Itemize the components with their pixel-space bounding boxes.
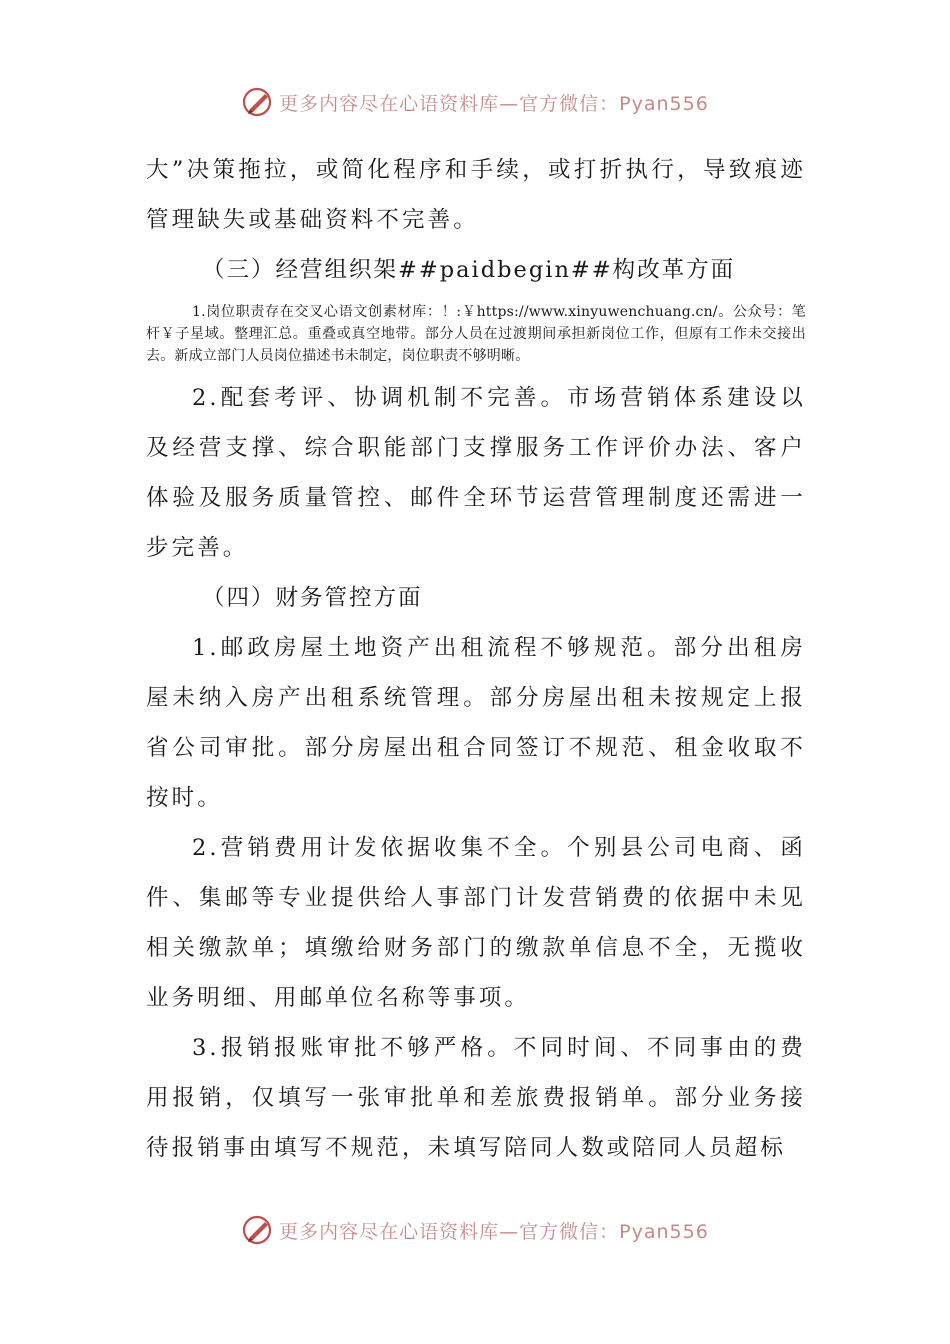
header-banner xyxy=(0,82,950,122)
document-body xyxy=(146,145,806,1173)
paragraph-4-1: 1.邮政房屋土地资产出租流程不够规范。部分出租房屋未纳入房产出租系统管理。部分房屋出租未按规定上报省公司审批。部分房屋出租合同签订不规范、租金收取不按时。 xyxy=(146,635,806,811)
footer-text: 更多内容尽在心语资料库—官方微信：Pyan556 xyxy=(279,1220,709,1243)
note-paragraph: 1.岗位职责存在交叉心语文创素材库：！:￥https://www.xinyuwenchuang.cn/。公众号：笔杆￥子星域。整理汇总。重叠或真空地带。部分人员在过渡期间承担新岗位工作，但原有工作未交接出去。新成立部门人员岗位描述书未制定，岗位职责不够明晰。 xyxy=(146,304,806,364)
pen-logo-icon xyxy=(241,1213,275,1247)
pen-logo-icon xyxy=(241,85,275,119)
paragraph-4-2: 2.营销费用计发依据收集不全。个别县公司电商、函件、集邮等专业提供给人事部门计发营销费的依据中未见相关缴款单；填缴给财务部门的缴款单信息不全，无揽收业务明细、用邮单位名称等事项。 xyxy=(146,835,806,1011)
section-heading-3: （三）经营组织架##paidbegin##构改革方面 xyxy=(202,257,736,283)
footer-banner xyxy=(0,1210,950,1250)
paragraph-2-1: 2.配套考评、协调机制不完善。市场营销体系建设以及经营支撑、综合职能部门支撑服务工作评价办法、客户体验及服务质量管控、邮件全环节运营管理制度还需进一步完善。 xyxy=(146,385,806,561)
paragraph-continued: 大”决策拖拉，或简化程序和手续，或打折执行，导致痕迹管理缺失或基础资料不完善。 xyxy=(146,157,806,233)
header-text: 更多内容尽在心语资料库—官方微信：Pyan556 xyxy=(279,92,709,115)
paragraph-4-3: 3.报销报账审批不够严格。不同时间、不同事由的费用报销，仅填写一张审批单和差旅费报销单。部分业务接待报销事由填写不规范，未填写陪同人数或陪同人员超标 xyxy=(146,1035,806,1161)
section-heading-4: （四）财务管控方面 xyxy=(202,585,423,611)
